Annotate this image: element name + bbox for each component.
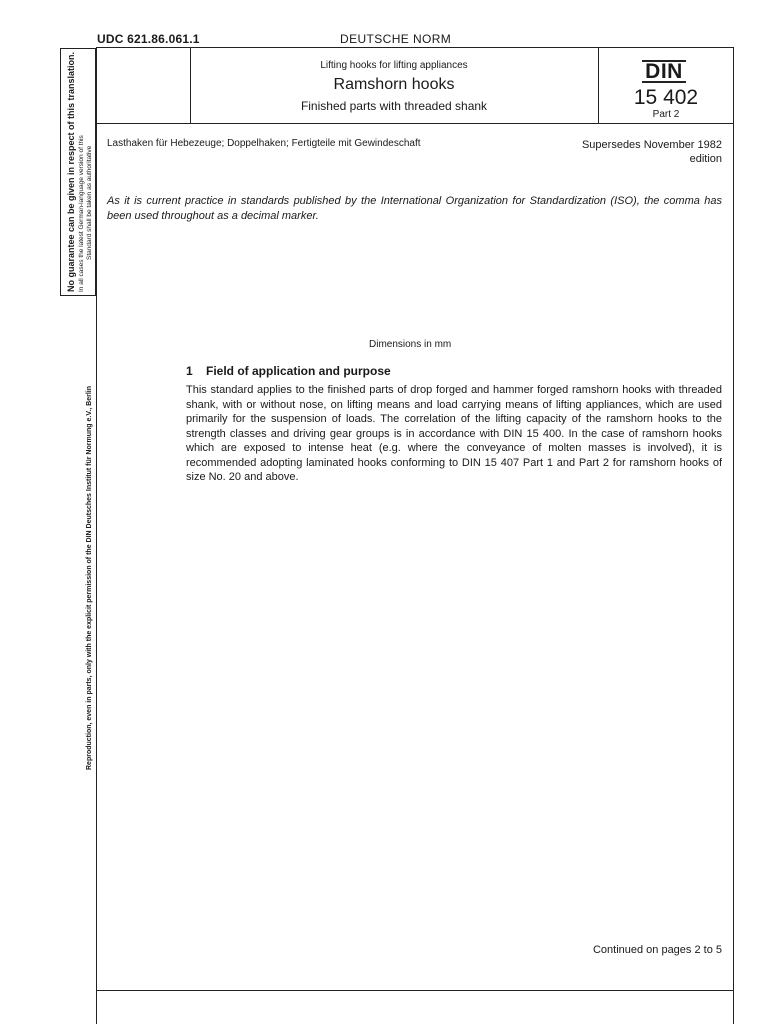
dimensions-note: Dimensions in mm bbox=[369, 339, 452, 350]
section-number: 1 bbox=[186, 364, 193, 378]
section-heading bbox=[186, 364, 391, 378]
section-body: This standard applies to the finished parts of drop forged and hammer forged ramshorn hooks with threaded shank, with or without nose, on lifting means and load carrying means of lifting appliances, which are used primarily for the suspension of loads. The correlation of the lifting capacity of the ramshorn hooks to the strength classes and driving gear groups is in accordance with DIN 15 400. In the case of ramshorn hooks which are exposed to intense heat (e.g. where the conveyance of molten masses is involved), it is recommended adopting laminated hooks conforming to DIN 15 407 Part 1 and Part 2 for ramshorn hooks of size No. 20 and above. bbox=[186, 384, 722, 483]
divider bbox=[598, 47, 599, 123]
page-title: Ramshorn hooks bbox=[333, 76, 455, 93]
divider bbox=[96, 990, 734, 991]
standard-number: 15 402 bbox=[633, 86, 699, 109]
section-title: Field of application and purpose bbox=[206, 364, 391, 378]
supersedes-note bbox=[560, 138, 722, 166]
udc-code: UDC 621.86.061.1 bbox=[97, 32, 200, 46]
din-logo: DIN bbox=[642, 60, 686, 83]
deutsche-norm-label: DEUTSCHE NORM bbox=[340, 32, 452, 46]
guarantee-subnote: Standard shall be taken as authoritative bbox=[86, 145, 93, 260]
guarantee-subnote: In all cases the latest German-language version of this bbox=[78, 135, 85, 292]
divider bbox=[96, 123, 734, 124]
supersedes-line: edition bbox=[689, 153, 722, 165]
guarantee-notice: No guarantee can be given in respect of this translation. bbox=[66, 51, 76, 292]
page-subtitle: Finished parts with threaded shank bbox=[300, 99, 488, 113]
subject-line: Lifting hooks for lifting appliances bbox=[320, 60, 468, 71]
decimal-marker-note: As it is current practice in standards published by the International Organization for Standardization (ISO), the comma has been used throughout as a decimal marker. bbox=[107, 195, 722, 222]
reproduction-notice: Reproduction, even in parts, only with the explicit permission of the DIN Deutsches Institut für Normung e.V., Berlin bbox=[86, 385, 93, 770]
continued-note: Continued on pages 2 to 5 bbox=[592, 944, 722, 956]
supersedes-line: Supersedes November 1982 bbox=[581, 139, 722, 151]
standard-part: Part 2 bbox=[652, 109, 680, 120]
german-title: Lasthaken für Hebezeuge; Doppelhaken; Fertigteile mit Gewindeschaft bbox=[107, 138, 421, 149]
